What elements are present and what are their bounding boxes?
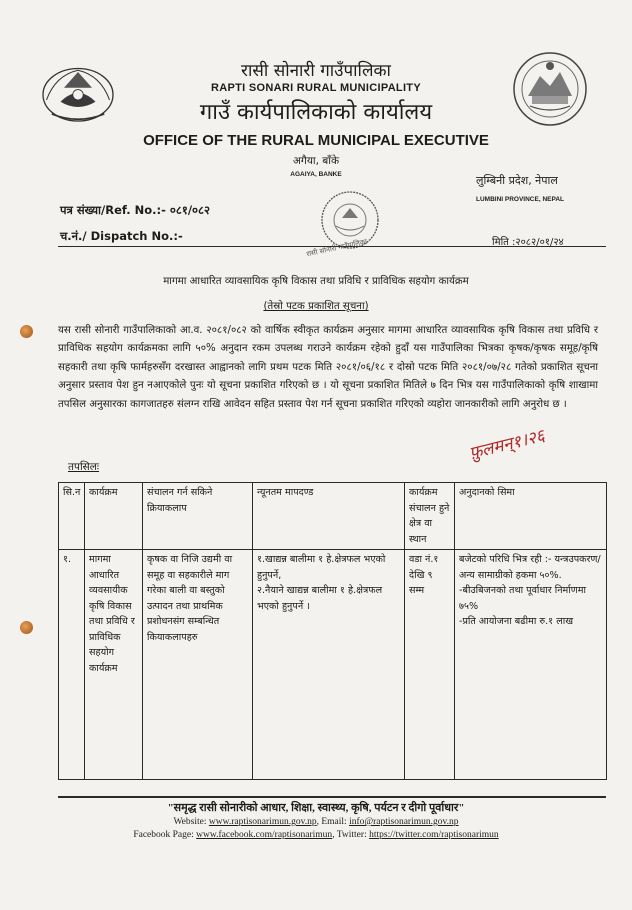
notice-body: यस रासी सोनारी गाउँपालिकाको आ.व. २०८१/०८२ को वार्षिक स्वीकृत कार्यक्रम अनुसार मागमा आधारित व्यावसायिक कृषि विकास तथा प्रविधि र प्राविधिक सहयोग कार्यक्रमका लागि ५०% अनुदान रकम उपलब्ध गराउने कार्यक्रम रहेको हुदाँ यस गाउँपालिका भित्रका कृषक/कृषक समूह/कृषि सहकारी तथा कृषि फार्महरुसँग दरखास्त आह्वानको लागि प्रथम पटक मिति २०८१/०६/१८ र दोस्रो पटक मिति २०८१/०७/२८ गतेको प्रकाशित सूचना अनुसार प्रस्ताव पेश हुन नआएकोले पुनः यो सूचना प्रकाशित गरिएको छ । यो सूचना प्रकाशित मितिले ७ दिन भित्र यस गाउँपालिकाको कृषि शाखामा तपसिल अनुसारका कागजातहरु संलग्न राखि आवेदन सहित प्रस्ताव पेश गर्न सूचना प्रकाशित गरिएको व्यहोरा जानकारीको लागि अनुरोध छ । <box>58 325 598 410</box>
twitter-link[interactable]: https://twitter.com/raptisonarimun <box>369 830 499 840</box>
notice-title: मागमा आधारित व्यावसायिक कृषि विकास तथा प्रविधि र प्राविधिक सहयोग कार्यक्रम <box>163 276 469 287</box>
location-np: अगैया, बाँके <box>292 155 340 167</box>
cell-program: मागमा आधारित व्यवसायीक कृषि विकास तथा प्रविधि र प्राविधिक सहयोग कार्यक्रम <box>85 550 143 780</box>
province-en: LUMBINI PROVINCE, NEPAL <box>476 196 564 203</box>
footer-contact-line <box>0 817 632 827</box>
handwritten-signature: फ़ुलमन्१।२६ <box>467 425 547 464</box>
col-header-activities: संचालन गर्न सकिने क्रियाकलाप <box>143 483 253 550</box>
cell-area: वडा नं.१ देखि ९ सम्म <box>405 550 455 780</box>
cell-sn: १. <box>59 550 85 780</box>
col-header-limit: अनुदानको सिमा <box>455 483 607 550</box>
office-stamp <box>300 184 400 260</box>
location-en: AGAIYA, BANKE <box>290 171 342 178</box>
facebook-label: Facebook Page: <box>133 830 197 840</box>
criteria-item-1: १.खाद्यन्न बालीमा १ हे.क्षेत्रफल भएको हुनुपर्ने, <box>257 554 386 581</box>
stamp-text: रासी सोनारी गाउँपालिका <box>305 237 368 259</box>
notice-subtitle: (तेस्रो पटक प्रकाशित सूचना) <box>263 301 369 312</box>
municipality-name-np: रासी सोनारी गाउँपालिका <box>241 61 391 81</box>
col-header-criteria: न्यूनतम मापदण्ड <box>253 483 405 550</box>
office-name-en: OFFICE OF THE RURAL MUNICIPAL EXECUTIVE <box>143 132 489 149</box>
table-header-row <box>59 483 607 550</box>
punch-hole-icon-bottom <box>20 621 33 634</box>
province-np: लुम्बिनी प्रदेश, नेपाल <box>476 174 558 187</box>
col-header-sn: सि.न <box>59 483 85 550</box>
twitter-label: , Twitter: <box>332 830 370 840</box>
limit-item-1: बजेटको परिधि भित्र रही :- यन्त्रउपकरण/अन्य सामाग्रीको हकमा ५०%. <box>459 554 601 581</box>
footer-divider <box>58 796 606 798</box>
limit-item-3: -प्रति आयोजना बढीमा रु.१ लाख <box>459 616 574 627</box>
footer-social-line <box>0 830 632 840</box>
ref-number: पत्र संख्या/Ref. No.:- ०८१/०८२ <box>60 203 210 217</box>
office-name-np: गाउँ कार्यपालिकाको कार्यालय <box>199 100 433 125</box>
limit-item-2: -बीउबिजनको तथा पूर्वाधार निर्माणमा ७५% <box>459 585 586 612</box>
program-table <box>58 482 607 780</box>
footer-slogan: "समृद्ध रासी सोनारीको आधार, शिक्षा, स्वास्थ्य, कृषि, पर्यटन र दीगो पूर्वाधार" <box>167 802 465 814</box>
email-link[interactable]: info@raptisonarimun.gov.np <box>349 817 459 827</box>
criteria-item-2: २.नैयाने खाद्यन्न बालीमा १ हे.क्षेत्रफल भएको हुनुपर्ने । <box>257 585 383 612</box>
website-link[interactable]: www.raptisonarimun.gov.np <box>208 817 317 827</box>
tapsil-label: तपसिलः <box>68 461 100 473</box>
website-label: Website: <box>173 817 209 827</box>
cell-activities: कृषक वा निजि उद्यमी वा समूह वा सहकारीले माग गरेका बाली वा बस्तुको उत्पादन तथा प्राथमिक प्रशोधनसंग सम्बन्धित कियाकलापहरु <box>143 550 253 780</box>
facebook-link[interactable]: www.facebook.com/raptisonarimun <box>196 830 333 840</box>
punch-hole-icon-top <box>20 325 33 338</box>
email-label: , Email: <box>316 817 350 827</box>
col-header-area: कार्यक्रम संचालन हुने क्षेत्र वा स्थान <box>405 483 455 550</box>
date-text: मिति :२०८२/०१/२४ <box>492 237 564 248</box>
dispatch-number: च.नं./ Dispatch No.:- <box>60 229 183 243</box>
col-header-program: कार्यक्रम <box>85 483 143 550</box>
municipality-name-en: RAPTI SONARI RURAL MUNICIPALITY <box>211 82 421 94</box>
cell-criteria <box>253 550 405 780</box>
cell-limit <box>455 550 607 780</box>
table-row <box>59 550 607 780</box>
